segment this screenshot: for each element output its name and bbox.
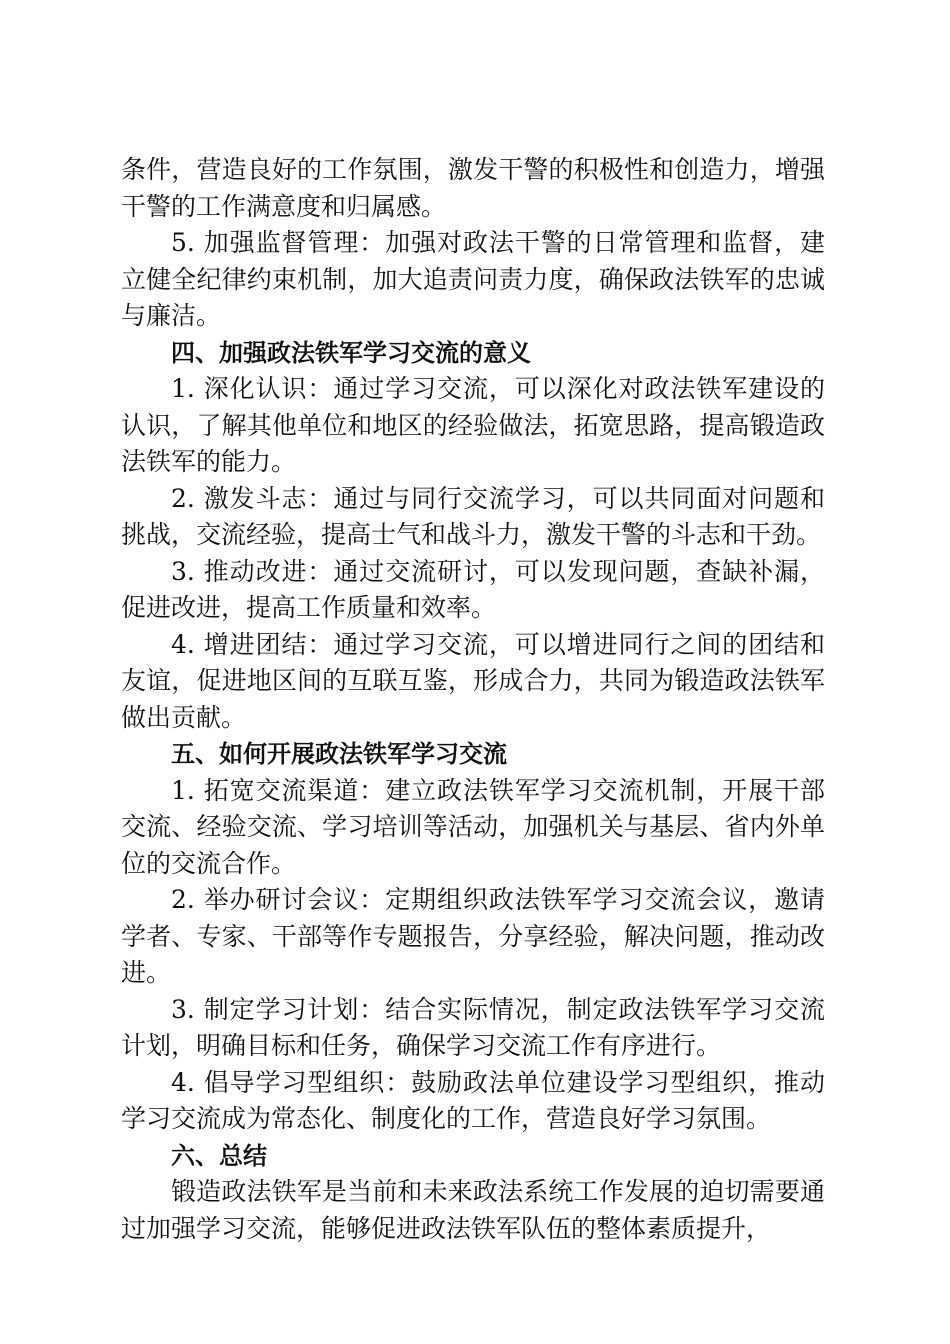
paragraph-continuation: 条件，营造良好的工作氛围，激发干警的积极性和创造力，增强干警的工作满意度和归属感。 (121, 155, 825, 221)
paragraph-study-plan: 3. 制定学习计划：结合实际情况，制定政法铁军学习交流计划，明确目标和任务，确保学习交流工作有序进行。 (121, 994, 825, 1060)
document-body (121, 152, 825, 1247)
paragraph-promote-improvement: 3. 推动改进：通过交流研讨，可以发现问题，查缺补漏，促进改进，提高工作质量和效率。 (121, 556, 825, 622)
paragraph-broaden-channels: 1. 拓宽交流渠道：建立政法铁军学习交流机制，开展干部交流、经验交流、学习培训等活动，加强机关与基层、省内外单位的交流合作。 (121, 775, 825, 878)
paragraph-hold-seminars: 2. 举办研讨会议：定期组织政法铁军学习交流会议，邀请学者、专家、干部等作专题报告，分享经验，解决问题，推动改进。 (121, 885, 825, 987)
section-heading-6: 六、总结 (171, 1141, 267, 1170)
paragraph-enhance-unity: 4. 增进团结：通过学习交流，可以增进同行之间的团结和友谊，促进地区间的互联互鉴，形成合力，共同为锻造政法铁军做出贡献。 (121, 629, 825, 732)
paragraph-learning-organization: 4. 倡导学习型组织：鼓励政法单位建设学习型组织，推动学习交流成为常态化、制度化的工作，营造良好学习氛围。 (121, 1067, 825, 1133)
section-heading-4: 四、加强政法铁军学习交流的意义 (171, 338, 531, 367)
paragraph-summary: 锻造政法铁军是当前和未来政法系统工作发展的迫切需要通过加强学习交流，能够促进政法铁军队伍的整体素质提升， (121, 1177, 825, 1243)
paragraph-supervision: 5. 加强监督管理：加强对政法干警的日常管理和监督，建立健全纪律约束机制，加大追责问责力度，确保政法铁军的忠诚与廉洁。 (121, 228, 825, 330)
paragraph-deepen-understanding: 1. 深化认识：通过学习交流，可以深化对政法铁军建设的认识，了解其他单位和地区的经验做法，拓宽思路，提高锻造政法铁军的能力。 (121, 374, 825, 476)
paragraph-inspire-morale: 2. 激发斗志：通过与同行交流学习，可以共同面对问题和挑战，交流经验，提高士气和战斗力，激发干警的斗志和干劲。 (121, 483, 825, 549)
section-heading-5: 五、如何开展政法铁军学习交流 (171, 740, 507, 768)
